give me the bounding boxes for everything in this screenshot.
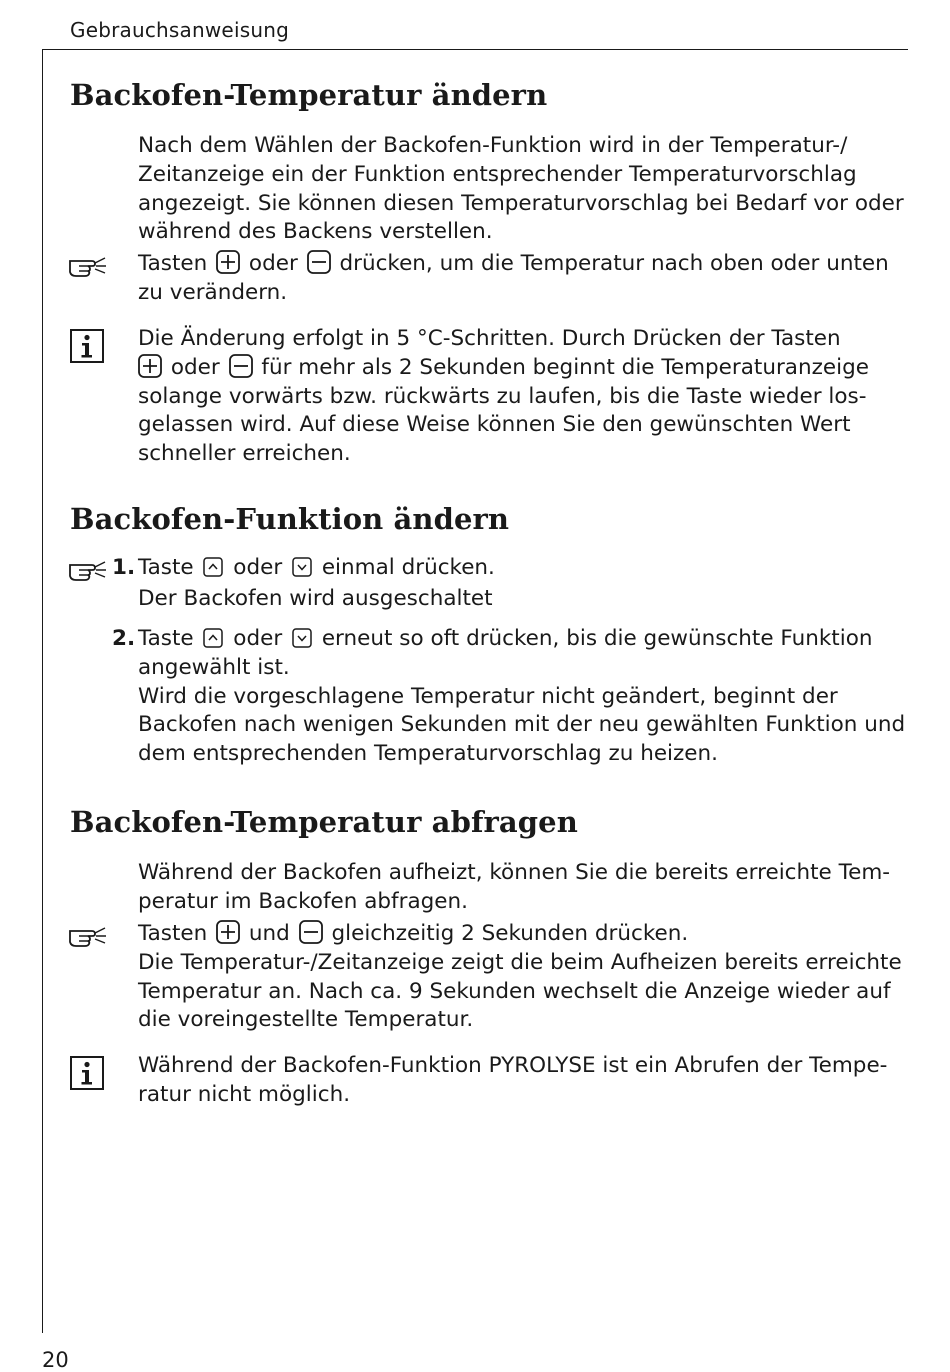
step-text: gleichzeitig 2 Sekunden drücken.	[324, 921, 689, 946]
up-key-icon	[203, 557, 223, 577]
plus-key-icon	[216, 920, 240, 944]
text-line: dem entsprechenden Temperaturvorschlag zu heizen.	[138, 741, 718, 767]
step-text: oder	[233, 555, 289, 580]
text-line: gelassen wird. Auf diese Weise können Sie den gewünschten Wert	[138, 412, 851, 438]
step-text: drücken, um die Temperatur nach oben oder unten	[332, 251, 889, 276]
pointing-hand-icon	[68, 254, 108, 278]
text-line: Die Änderung erfolgt in 5 °C-Schritten. Durch Drücken der Tasten	[138, 326, 841, 351]
step-number: 1.	[112, 555, 136, 580]
text-line: Temperatur an. Nach ca. 9 Sekunden wechselt die Anzeige wieder auf	[138, 978, 891, 1004]
info-icon	[70, 329, 104, 363]
section3-intro	[138, 859, 898, 917]
minus-key-icon	[307, 250, 331, 274]
text-line: Backofen nach wenigen Sekunden mit der neu gewählten Funktion und	[138, 712, 906, 738]
step-text: oder	[242, 251, 305, 276]
info-text: oder	[164, 354, 227, 380]
text-line: ratur nicht möglich.	[138, 1081, 351, 1107]
text-line: Zeitanzeige ein der Funktion entsprechender Temperaturvorschlag	[138, 161, 857, 187]
pointing-hand-icon	[68, 558, 108, 582]
text-line: die voreingestellte Temperatur.	[138, 1007, 474, 1033]
text-line: peratur im Backofen abfragen.	[138, 888, 468, 914]
step-text: Tasten	[138, 251, 215, 276]
plus-key-icon	[216, 250, 240, 274]
section-title-funktion-aendern: Backofen-Funktion ändern	[70, 502, 510, 536]
section2-step1	[138, 554, 898, 614]
plus-key-icon	[138, 354, 162, 378]
section1-step	[138, 250, 898, 308]
step-text: oder	[233, 626, 289, 651]
pointing-hand-icon	[68, 924, 108, 948]
step-number: 2.	[112, 626, 136, 651]
header-rule	[42, 49, 908, 50]
text-line: Während der Backofen-Funktion PYROLYSE ist ein Abrufen der Tempe-	[138, 1053, 888, 1078]
text-line: Die Temperatur-/Zeitanzeige zeigt die beim Aufheizen bereits erreichte	[138, 949, 902, 975]
up-key-icon	[203, 628, 223, 648]
text-line: Wird die vorgeschlagene Temperatur nicht geändert, beginnt der	[138, 683, 838, 709]
minus-key-icon	[229, 354, 253, 378]
text-line: solange vorwärts bzw. rückwärts zu laufen, bis die Taste wieder los-	[138, 383, 867, 409]
down-key-icon	[292, 557, 312, 577]
text-line: Nach dem Wählen der Backofen-Funktion wird in der Temperatur-/	[138, 133, 848, 158]
section1-intro	[138, 132, 904, 247]
section-title-temperatur-aendern: Backofen-Temperatur ändern	[70, 78, 548, 112]
section3-step	[138, 920, 902, 1035]
step-text: erneut so oft drücken, bis die gewünschte Funktion	[315, 626, 873, 651]
text-line: angezeigt. Sie können diesen Temperaturvorschlag bei Bedarf vor oder	[138, 190, 904, 216]
section2-step2	[138, 625, 906, 769]
text-line: während des Backens verstellen.	[138, 219, 493, 245]
info-text: für mehr als 2 Sekunden beginnt die Temperaturanzeige	[254, 354, 869, 380]
text-line: Während der Backofen aufheizt, können Sie die bereits erreichte Tem-	[138, 860, 891, 885]
down-key-icon	[292, 628, 312, 648]
text-line: angewählt ist.	[138, 654, 290, 680]
step-text: einmal drücken.	[315, 555, 495, 580]
page-number: 20	[42, 1348, 69, 1372]
step-text: Tasten	[138, 921, 215, 946]
margin-rule	[42, 49, 43, 1333]
minus-key-icon	[299, 920, 323, 944]
text-line: zu verändern.	[138, 279, 288, 305]
step-text: Taste	[138, 626, 201, 651]
section3-info	[138, 1052, 898, 1110]
text-line: schneller erreichen.	[138, 441, 351, 467]
info-icon	[70, 1056, 104, 1090]
running-header: Gebrauchsanweisung	[70, 18, 289, 42]
section1-info	[138, 325, 898, 469]
step-text: und	[242, 921, 297, 946]
text-line: Der Backofen wird ausgeschaltet	[138, 585, 493, 611]
step-text: Taste	[138, 555, 201, 580]
section-title-temperatur-abfragen: Backofen-Temperatur abfragen	[70, 805, 578, 839]
